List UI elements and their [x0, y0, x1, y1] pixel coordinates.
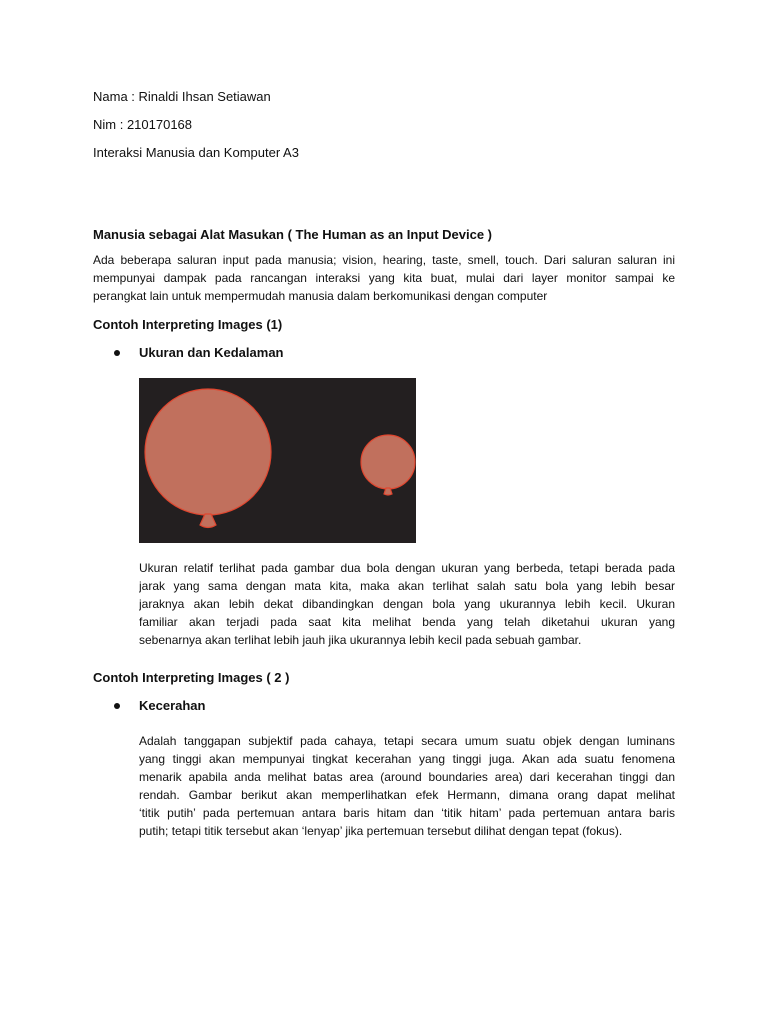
bullet-item-brightness [114, 698, 205, 714]
section2-heading: Contoh Interpreting Images (1) [93, 317, 283, 332]
paragraph-line: putih; tetapi titik tersebut akan ‘lenyap’ jika pertemuan tersebut dilihat dengan tepat (fokus). [139, 824, 623, 838]
balloons-image [139, 378, 416, 543]
bullet-icon [114, 350, 120, 356]
section1-paragraph [93, 251, 675, 305]
student-nim: Nim : 210170168 [93, 117, 193, 132]
paragraph-line: Adalah tanggapan subjektif pada cahaya, tetapi secara umum suatu objek dengan luminans [139, 734, 675, 748]
balloons-figure [139, 378, 416, 543]
paragraph-line: Ukuran relatif terlihat pada gambar dua bola dengan ukuran yang berbeda, tetapi berada pada [139, 561, 675, 575]
paragraph-line: yang tinggi akan mempunyai tingkat kecerahan yang tinggi juga. Akan ada suatu fenomena [139, 752, 675, 766]
section3-heading: Contoh Interpreting Images ( 2 ) [93, 670, 290, 685]
paragraph-line: rendah. Gambar berikut akan memperlihatkan efek Hermann, dimana orang dapat melihat [139, 788, 675, 802]
section2-paragraph [139, 559, 675, 649]
paragraph-line: familiar akan terjadi pada saat kita melihat benda yang telah diketahui ukuran yang [139, 615, 675, 629]
paragraph-line: jaraknya akan lebih dekat dibandingkan dengan bola yang ukurannya lebih kecil. Ukuran [139, 597, 675, 611]
paragraph-line: jarak yang sama dengan mata kita, maka akan terlihat salah satu bola yang lebih besar [139, 579, 675, 593]
paragraph-line: mempunyai dampak pada rancangan interaksi yang kita buat, mulai dari layer monitor sampai ke [93, 271, 675, 285]
section3-paragraph [139, 732, 675, 840]
course-name: Interaksi Manusia dan Komputer A3 [93, 145, 299, 160]
small-balloon [361, 435, 415, 495]
section1-heading: Manusia sebagai Alat Masukan ( The Human as an Input Device ) [93, 227, 493, 242]
paragraph-line: menarik apabila anda melihat batas area (around boundaries area) dari kecerahan tinggi dan [139, 770, 675, 784]
student-name: Nama : Rinaldi Ihsan Setiawan [93, 89, 271, 104]
bullet-item-size-depth [114, 345, 284, 361]
paragraph-line: perangkat lain untuk mempermudah manusia dalam berkomunikasi dengan computer [93, 289, 548, 303]
paragraph-line: ‘titik putih’ pada pertemuan antara baris hitam dan ‘titik hitam’ pada pertemuan antara baris [139, 806, 675, 820]
large-balloon [145, 389, 271, 528]
paragraph-line: sebenarnya akan terlihat lebih jauh jika ukurannya lebih kecil pada sebuah gambar. [139, 633, 582, 647]
bullet-label: Kecerahan [139, 698, 206, 713]
paragraph-line: Ada beberapa saluran input pada manusia; vision, hearing, taste, smell, touch. Dari saluran saluran ini [93, 253, 675, 267]
bullet-label: Ukuran dan Kedalaman [139, 345, 284, 360]
bullet-icon [114, 703, 120, 709]
